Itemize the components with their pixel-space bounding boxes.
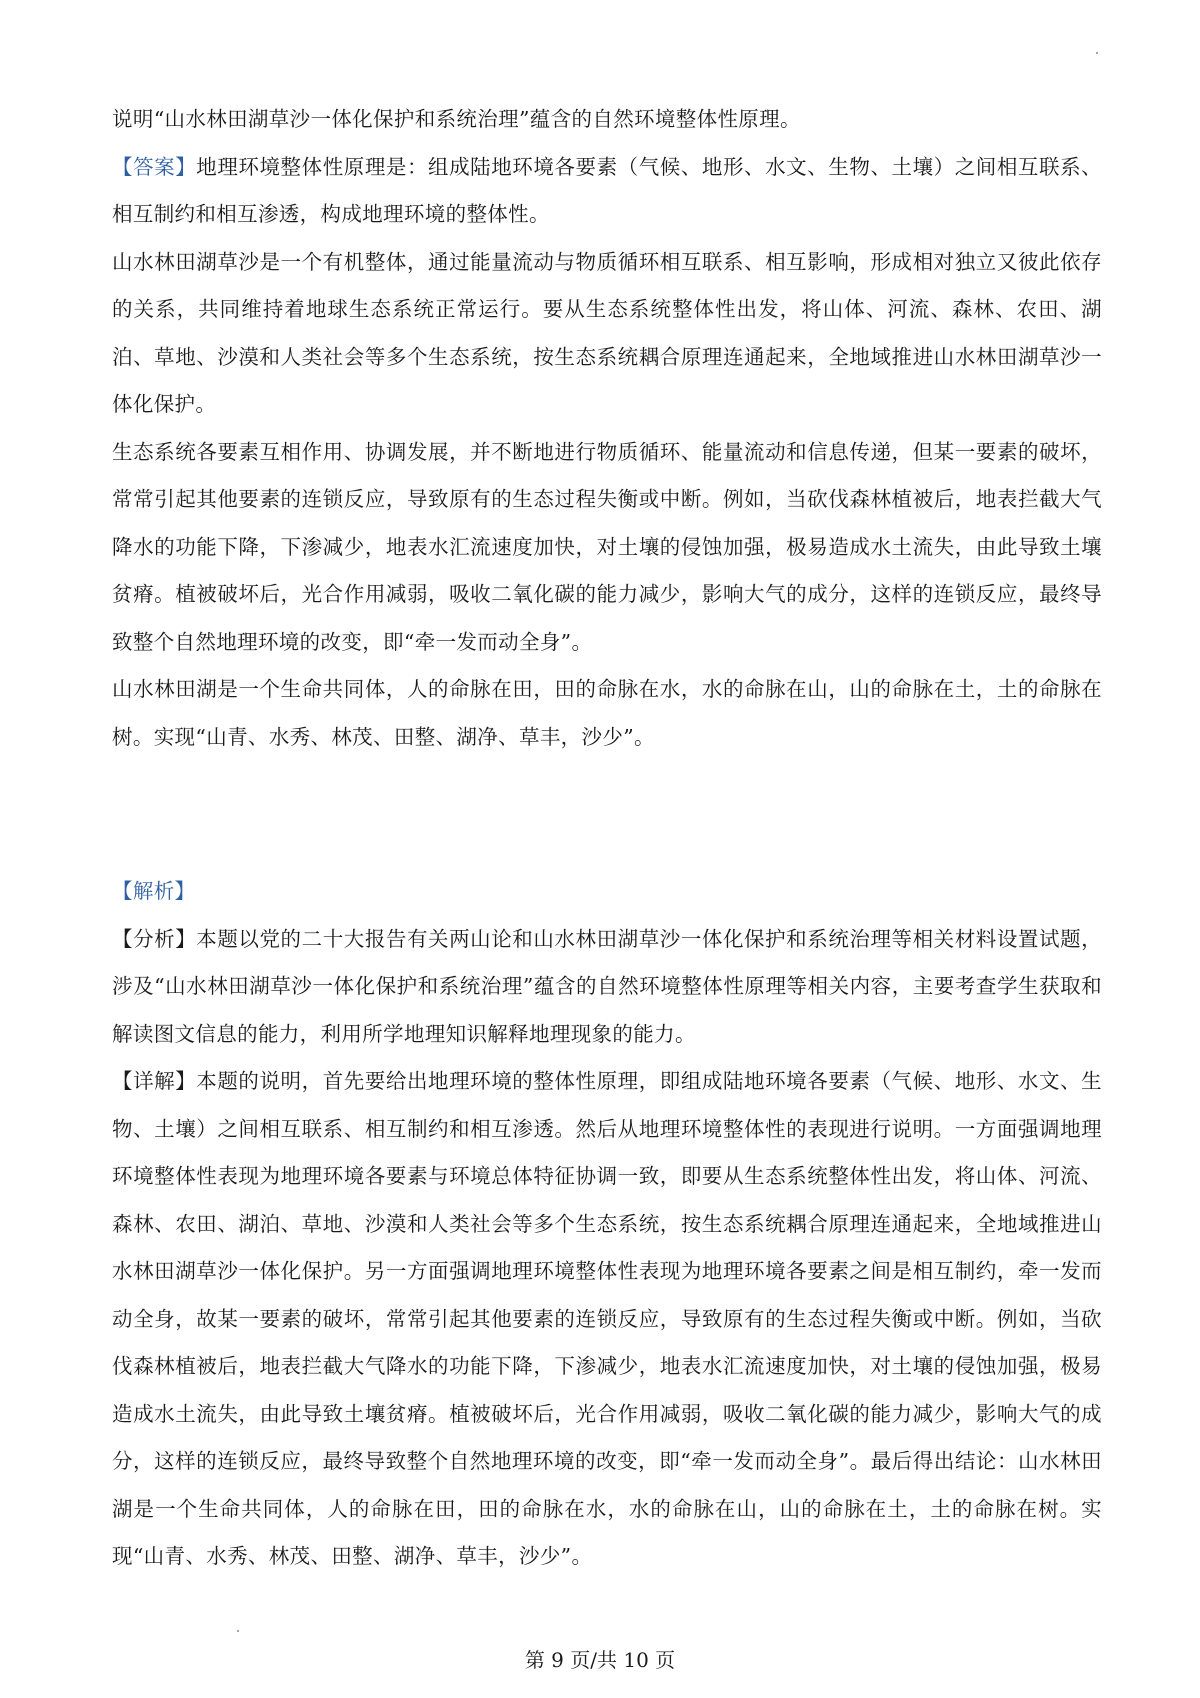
question-intro: 说明“山水林田湖草沙一体化保护和系统治理”蕴含的自然环境整体性原理。 [112, 107, 801, 131]
xiangjie-tag: 【详解】 [112, 1069, 197, 1093]
answer-paragraph-4: 山水林田湖是一个生命共同体，人的命脉在田，田的命脉在水，水的命脉在山，山的命脉在土，土的命脉在树。实现“山青、水秀、林茂、田整、湖净、草丰，沙少”。 [112, 677, 1102, 749]
fenxi-text: 本题以党的二十大报告有关两山论和山水林田湖草沙一体化保护和系统治理等相关材料设置试题，涉及“山水林田湖草沙一体化保护和系统治理”蕴含的自然环境整体性原理等相关内容，主要考查学生获取和解读图文信息的能力，利用所学地理知识解释地理现象的能力。 [112, 926, 1102, 1046]
scan-speck [1096, 52, 1098, 54]
answer-paragraph-3: 生态系统各要素互相作用、协调发展，并不断地进行物质循环、能量流动和信息传递，但某一要素的破坏，常常引起其他要素的连锁反应，导致原有的生态过程失衡或中断。例如，当砍伐森林植被后，地表拦截大气降水的功能下降，下渗减少，地表水汇流速度加快，对土壤的侵蚀加强，极易造成水土流失，由此导致土壤贫瘠。植被破坏后，光合作用减弱，吸收二氧化碳的能力减少，影响大气的成分，这样的连锁反应，最终导致整个自然地理环境的改变，即“牵一发而动全身”。 [112, 439, 1102, 654]
answer-paragraph-2: 山水林田湖草沙是一个有机整体，通过能量流动与物质循环相互联系、相互影响，形成相对独立又彼此依存的关系，共同维持着地球生态系统正常运行。要从生态系统整体性出发，将山体、河流、森林、农田、湖泊、草地、沙漠和人类社会等多个生态系统，按生态系统耦合原理连通起来，全地域推进山水林田湖草沙一体化保护。 [112, 249, 1102, 416]
answer-paragraph-1 [112, 144, 1102, 239]
analysis-heading [112, 868, 1102, 916]
scan-speck [237, 1630, 239, 1632]
page-footer: 第 9 页/共 10 页 [524, 1648, 676, 1672]
answer-text-1: 地理环境整体性原理是：组成陆地环境各要素（气候、地形、水文、生物、土壤）之间相互联系、相互制约和相互渗透，构成地理环境的整体性。 [112, 154, 1102, 226]
answer-tag: 【答案】 [112, 154, 197, 179]
analysis-tag: 【解析】 [112, 879, 196, 903]
fenxi-tag: 【分析】 [112, 926, 197, 951]
xiangjie-text: 本题的说明，首先要给出地理环境的整体性原理，即组成陆地环境各要素（气候、地形、水文、生物、土壤）之间相互联系、相互制约和相互渗透。然后从地理环境整体性的表现进行说明。一方面强调地理环境整体性表现为地理环境各要素与环境总体特征协调一致，即要从生态系统整体性出发，将山体、河流、森林、农田、湖泊、草地、沙漠和人类社会等多个生态系统，按生态系统耦合原理连通起来，全地域推进山水林田湖草沙一体化保护。另一方面强调地理环境整体性表现为地理环境各要素之间是相互制约，牵一发而动全身，故某一要素的破坏，常常引起其他要素的连锁反应，导致原有的生态过程失衡或中断。例如，当砍伐森林植被后，地表拦截大气降水的功能下降，下渗减少，地表水汇流速度加快，对土壤的侵蚀加强，极易造成水土流失，由此导致土壤贫瘠。植被破坏后，光合作用减弱，吸收二氧化碳的能力减少，影响大气的成分，这样的连锁反应，最终导致整个自然地理环境的改变，即“牵一发而动全身”。最后得出结论：山水林田湖是一个生命共同体，人的命脉在田，田的命脉在水，水的命脉在山，山的命脉在土，土的命脉在树。实现“山青、水秀、林茂、田整、湖净、草丰，沙少”。 [112, 1069, 1102, 1568]
analysis-xiangjie-paragraph [112, 1058, 1102, 1581]
analysis-fenxi-paragraph [112, 916, 1102, 1059]
section-gap [112, 761, 1102, 868]
document-body [112, 96, 1102, 1581]
